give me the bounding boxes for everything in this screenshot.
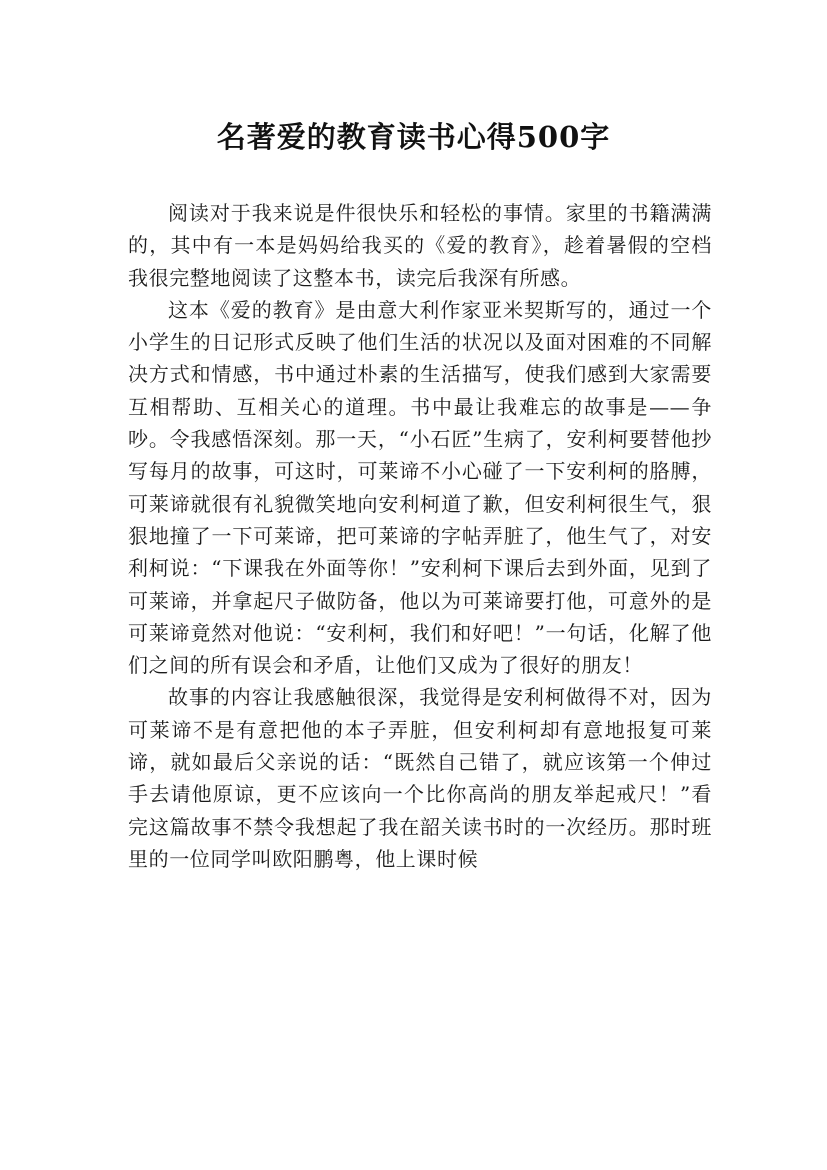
document-title: 名著爱的教育读书心得500字 <box>216 120 611 155</box>
paragraph-reflection: 故事的内容让我感触很深，我觉得是安利柯做得不对，因为可莱谛不是有意把他的本子弄脏，但安利柯却有意地报复可莱谛，就如最后父亲说的话：“既然自己错了，就应该第一个伸过手去请他原谅，更不应该向一个比你高尚的朋友举起戒尺！”看完这篇故事不禁令我想起了我在韶关读书时的一次经历。那时班里的一位同学叫欧阳鹏粤，他上课时候 <box>128 685 712 871</box>
paragraph-story: 这本《爱的教育》是由意大利作家亚米契斯写的，通过一个小学生的日记形式反映了他们生活的状况以及面对困难的不同解决方式和情感，书中通过朴素的生活描写，使我们感到大家需要互相帮助、互相关心的道理。书中最让我难忘的故事是——争吵。令我感悟深刻。那一天，“小石匠”生病了，安利柯要替他抄写每月的故事，可这时，可莱谛不小心碰了一下安利柯的胳膊，可莱谛就很有礼貌微笑地向安利柯道了歉，但安利柯很生气，狠狠地撞了一下可莱谛，把可莱谛的字帖弄脏了，他生气了，对安利柯说：“下课我在外面等你！”安利柯下课后去到外面，见到了可莱谛，并拿起尺子做防备，他以为可莱谛要打他，可意外的是可莱谛竟然对他说：“安利柯，我们和好吧！”一句话，化解了他们之间的所有误会和矛盾，让他们又成为了很好的朋友！ <box>128 297 712 678</box>
document-body <box>128 197 712 875</box>
paragraph-intro: 阅读对于我来说是件很快乐和轻松的事情。家里的书籍满满的，其中有一本是妈妈给我买的《爱的教育》，趁着暑假的空档我很完整地阅读了这整本书，读完后我深有所感。 <box>128 201 712 290</box>
